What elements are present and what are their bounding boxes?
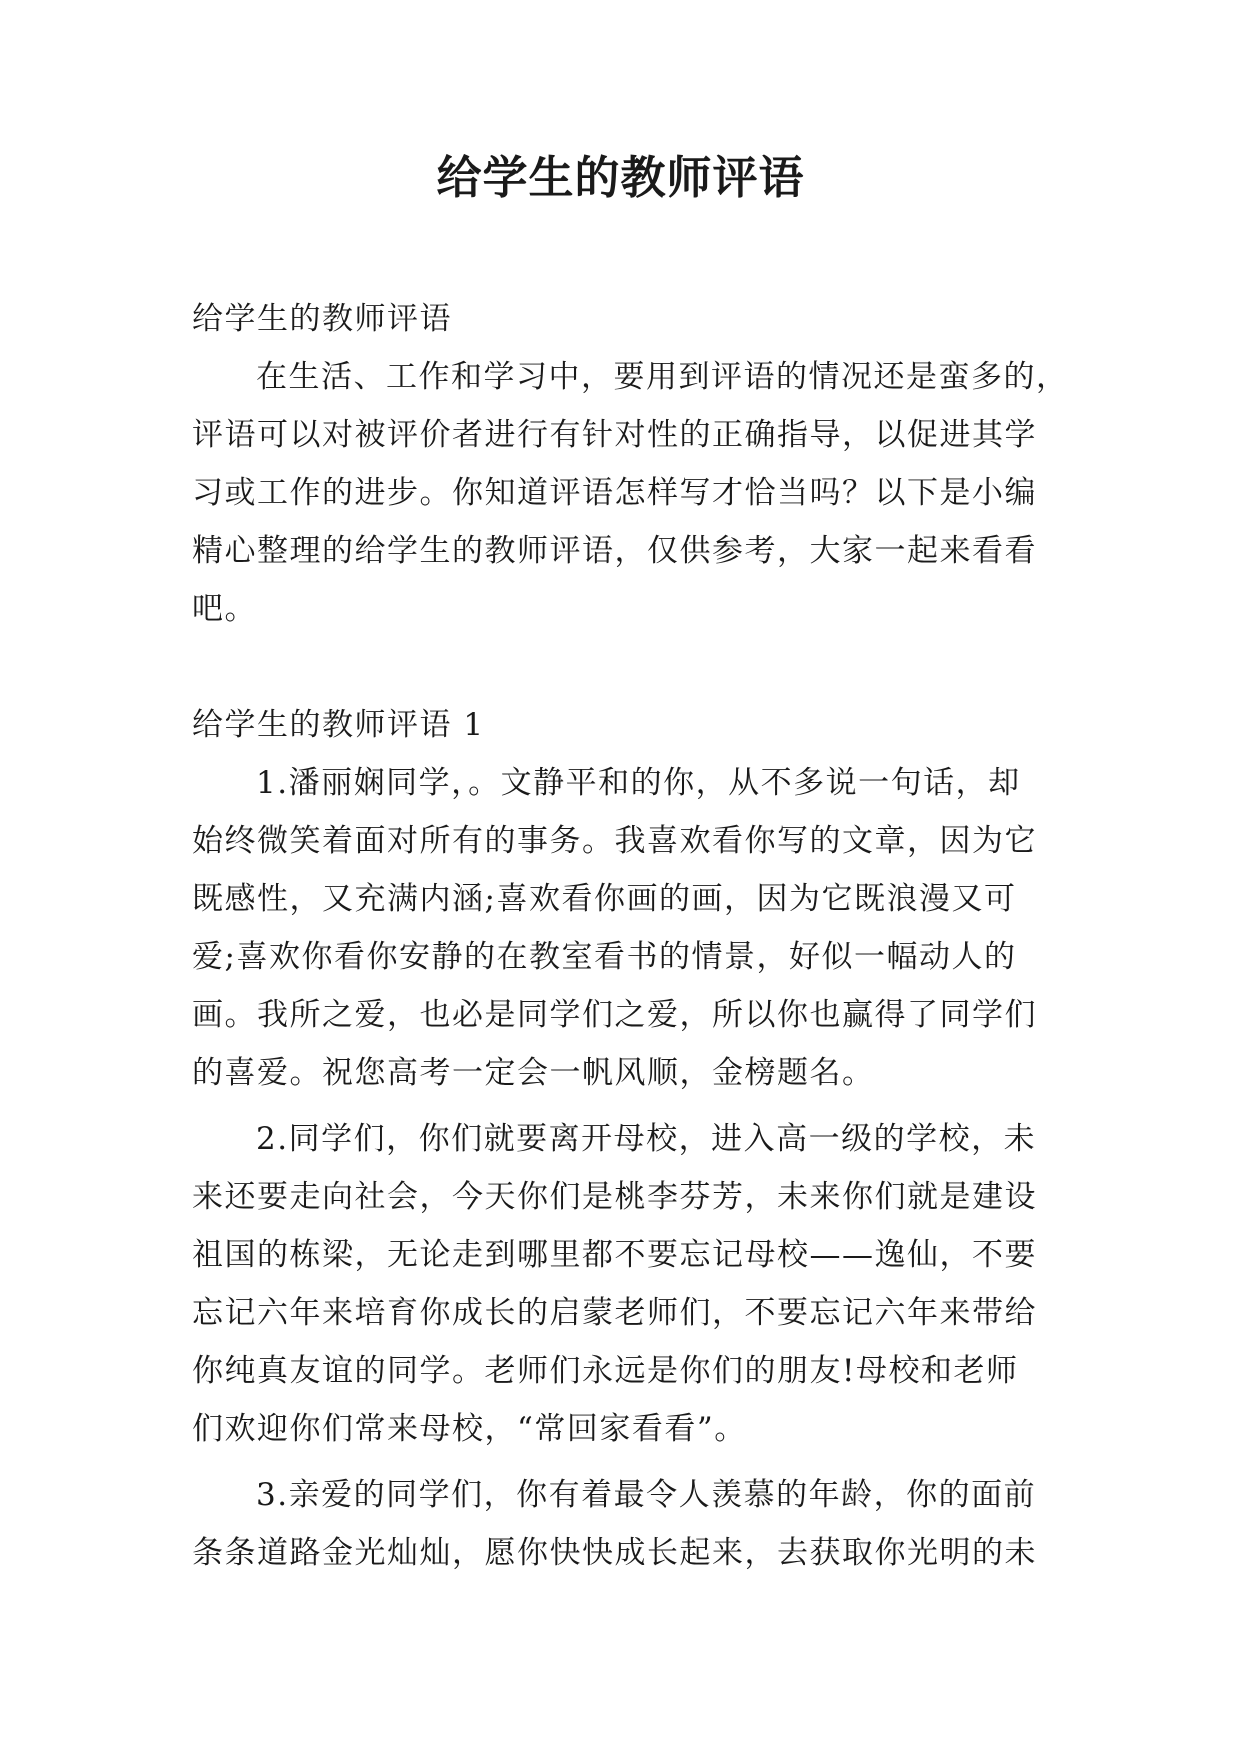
- paragraph-gap: [192, 1458, 1052, 1466]
- comment-line: 你纯真友谊的同学。老师们永远是你们的朋友!母校和老师: [192, 1353, 1019, 1389]
- comment-line: 忘记六年来培育你成长的启蒙老师们，不要忘记六年来带给: [192, 1295, 1037, 1331]
- comment-line: 条条道路金光灿灿，愿你快快成长起来，去获取你光明的未: [192, 1535, 1037, 1571]
- comment-line: 1.潘丽娴同学，。文静平和的你，从不多说一句话，却: [256, 765, 1021, 801]
- subheading: 给学生的教师评语: [192, 301, 452, 337]
- comment-item-1: [192, 754, 1052, 1102]
- document-body: [192, 290, 1069, 1582]
- paragraph-gap: [192, 638, 1052, 696]
- comment-line: 始终微笑着面对所有的事务。我喜欢看你写的文章，因为它: [192, 823, 1037, 859]
- comment-line: 们欢迎你们常来母校，“常回家看看”。: [192, 1411, 747, 1447]
- comment-line: 2.同学们，你们就要离开母校，进入高一级的学校，未: [256, 1121, 1037, 1157]
- comment-line: 3.亲爱的同学们，你有着最令人羡慕的年龄，你的面前: [256, 1477, 1037, 1513]
- comment-line: 爱;喜欢你看你安静的在教室看书的情景，好似一幅动人的: [192, 939, 1017, 975]
- intro-line: 吧。: [192, 591, 257, 627]
- intro-line: 精心整理的给学生的教师评语，仅供参考，大家一起来看看: [192, 533, 1037, 569]
- intro-paragraph: [192, 348, 1069, 638]
- document-title: 给学生的教师评语: [436, 151, 805, 204]
- intro-line: 评语可以对被评价者进行有针对性的正确指导，以促进其学: [192, 417, 1037, 453]
- section-heading: 给学生的教师评语 1: [192, 707, 485, 743]
- comment-line: 的喜爱。祝您高考一定会一帆风顺，金榜题名。: [192, 1055, 875, 1091]
- paragraph-gap: [192, 1102, 1052, 1110]
- comment-item-3: [192, 1466, 1052, 1582]
- intro-line: 习或工作的进步。你知道评语怎样写才恰当吗？以下是小编: [192, 475, 1037, 511]
- comment-line: 祖国的栋梁，无论走到哪里都不要忘记母校——逸仙，不要: [192, 1237, 1037, 1273]
- comment-item-2: [192, 1110, 1052, 1458]
- comment-line: 画。我所之爱，也必是同学们之爱，所以你也赢得了同学们: [192, 997, 1037, 1033]
- intro-line: 在生活、工作和学习中，要用到评语的情况还是蛮多的，: [256, 359, 1069, 395]
- comment-line: 来还要走向社会，今天你们是桃李芬芳，未来你们就是建设: [192, 1179, 1037, 1215]
- comment-line: 既感性，又充满内涵;喜欢看你画的画，因为它既浪漫又可: [192, 881, 1017, 917]
